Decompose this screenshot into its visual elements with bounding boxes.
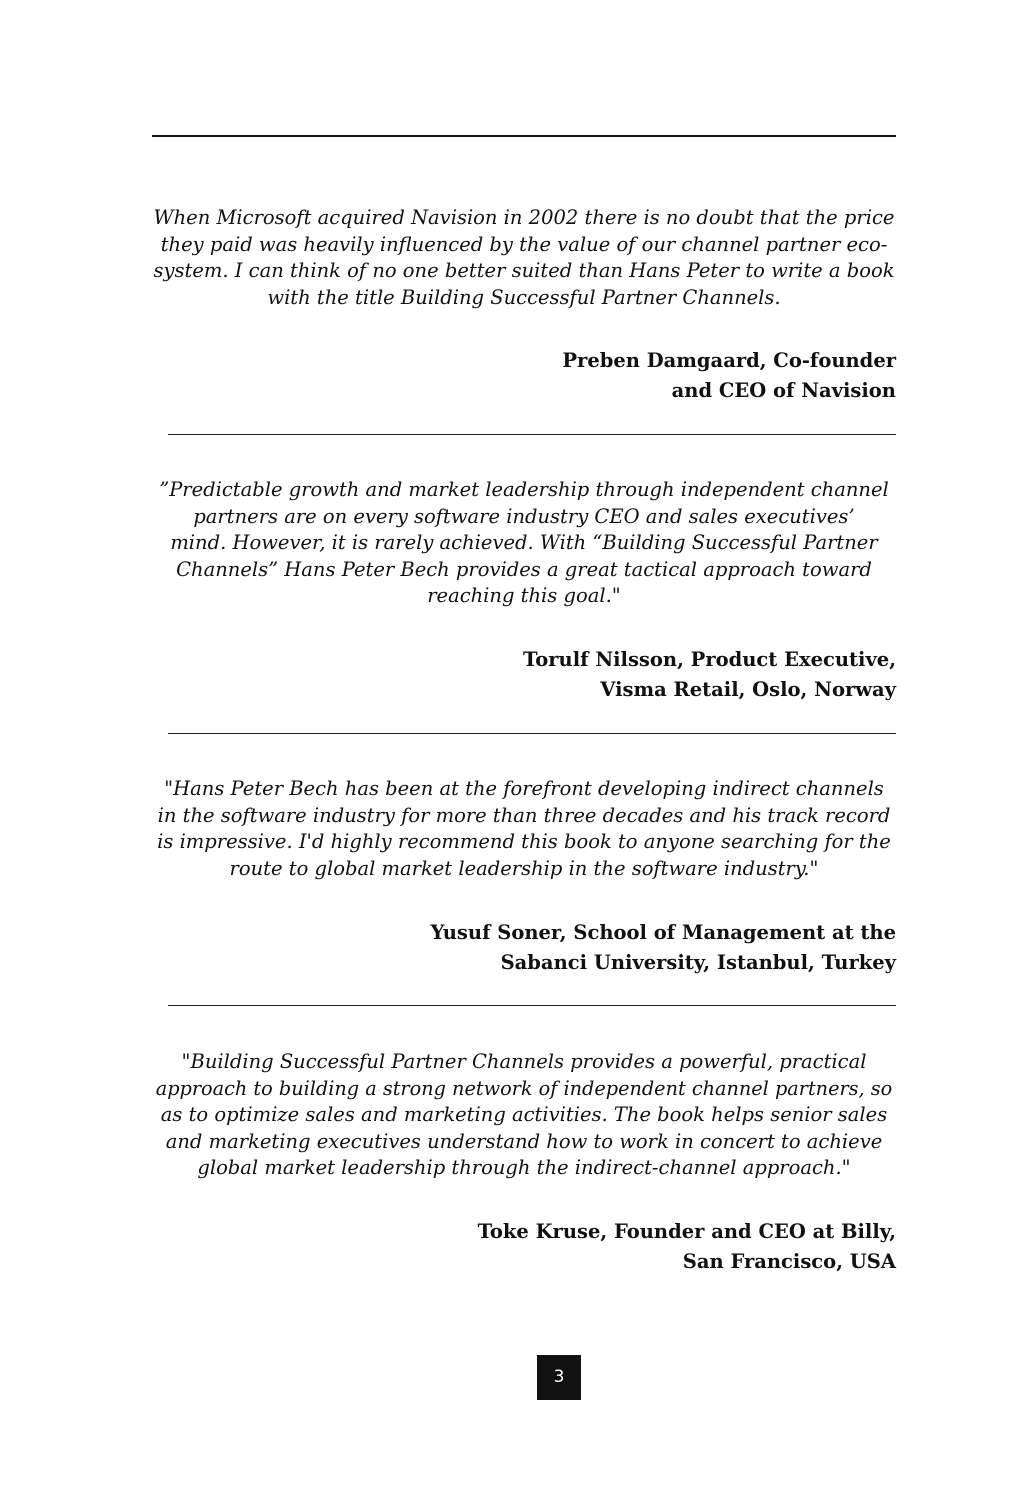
quote-line: approach to building a strong network of independent channel partners, so xyxy=(155,1076,893,1100)
attribution-line: Sabanci University, Istanbul, Turkey xyxy=(500,951,896,974)
quote-line: is impressive. I'd highly recommend this book to anyone searching for the xyxy=(157,830,891,854)
attribution-line: Yusuf Soner, School of Management at the xyxy=(430,921,896,944)
testimonial-quote-1 xyxy=(152,205,896,311)
testimonial-quote-2 xyxy=(152,477,896,610)
quote-line: reaching this goal." xyxy=(427,584,621,608)
quote-line: ”Predictable growth and market leadership through independent channel xyxy=(159,478,889,501)
testimonial-quote-4 xyxy=(152,1049,896,1182)
quote-line: When Microsoft acquired Navision in 2002 there is no doubt that the price xyxy=(153,206,895,229)
top-rule xyxy=(152,135,896,137)
section-divider xyxy=(168,733,896,734)
testimonial-attribution-1 xyxy=(152,346,896,406)
testimonial-attribution-3 xyxy=(152,918,896,978)
attribution-line: Toke Kruse, Founder and CEO at Billy, xyxy=(477,1220,896,1243)
testimonial-quote-3 xyxy=(152,776,896,882)
attribution-line: San Francisco, USA xyxy=(682,1250,896,1273)
testimonial-attribution-4 xyxy=(152,1217,896,1277)
quote-line: as to optimize sales and marketing activities. The book helps senior sales xyxy=(160,1103,888,1127)
quote-line: Channels” Hans Peter Bech provides a great tactical approach toward xyxy=(176,557,872,581)
quote-line: "Building Successful Partner Channels provides a powerful, practical xyxy=(181,1050,867,1073)
page-number: 3 xyxy=(537,1355,581,1400)
attribution-line: Torulf Nilsson, Product Executive, xyxy=(523,648,896,671)
quote-line: "Hans Peter Bech has been at the forefront developing indirect channels xyxy=(164,777,884,800)
attribution-line: and CEO of Navision xyxy=(671,379,896,402)
section-divider xyxy=(168,1005,896,1006)
quote-line: system. I can think of no one better suited than Hans Peter to write a book xyxy=(153,259,895,283)
testimonial-attribution-2 xyxy=(152,645,896,705)
quote-line: in the software industry for more than three decades and his track record xyxy=(157,803,891,827)
quote-line: with the title Building Successful Partner Channels. xyxy=(267,285,781,309)
quote-line: they paid was heavily influenced by the value of our channel partner eco- xyxy=(160,232,888,256)
attribution-line: Preben Damgaard, Co-founder xyxy=(562,349,896,372)
quote-line: route to global market leadership in the software industry." xyxy=(229,856,819,880)
quote-line: and marketing executives understand how to work in concert to achieve xyxy=(165,1129,883,1153)
attribution-line: Visma Retail, Oslo, Norway xyxy=(600,678,896,701)
quote-line: mind. However, it is rarely achieved. With “Building Successful Partner xyxy=(170,531,878,555)
quote-line: global market leadership through the indirect-channel approach." xyxy=(197,1156,851,1180)
quote-line: partners are on every software industry CEO and sales executives’ xyxy=(193,504,855,528)
section-divider xyxy=(168,434,896,435)
